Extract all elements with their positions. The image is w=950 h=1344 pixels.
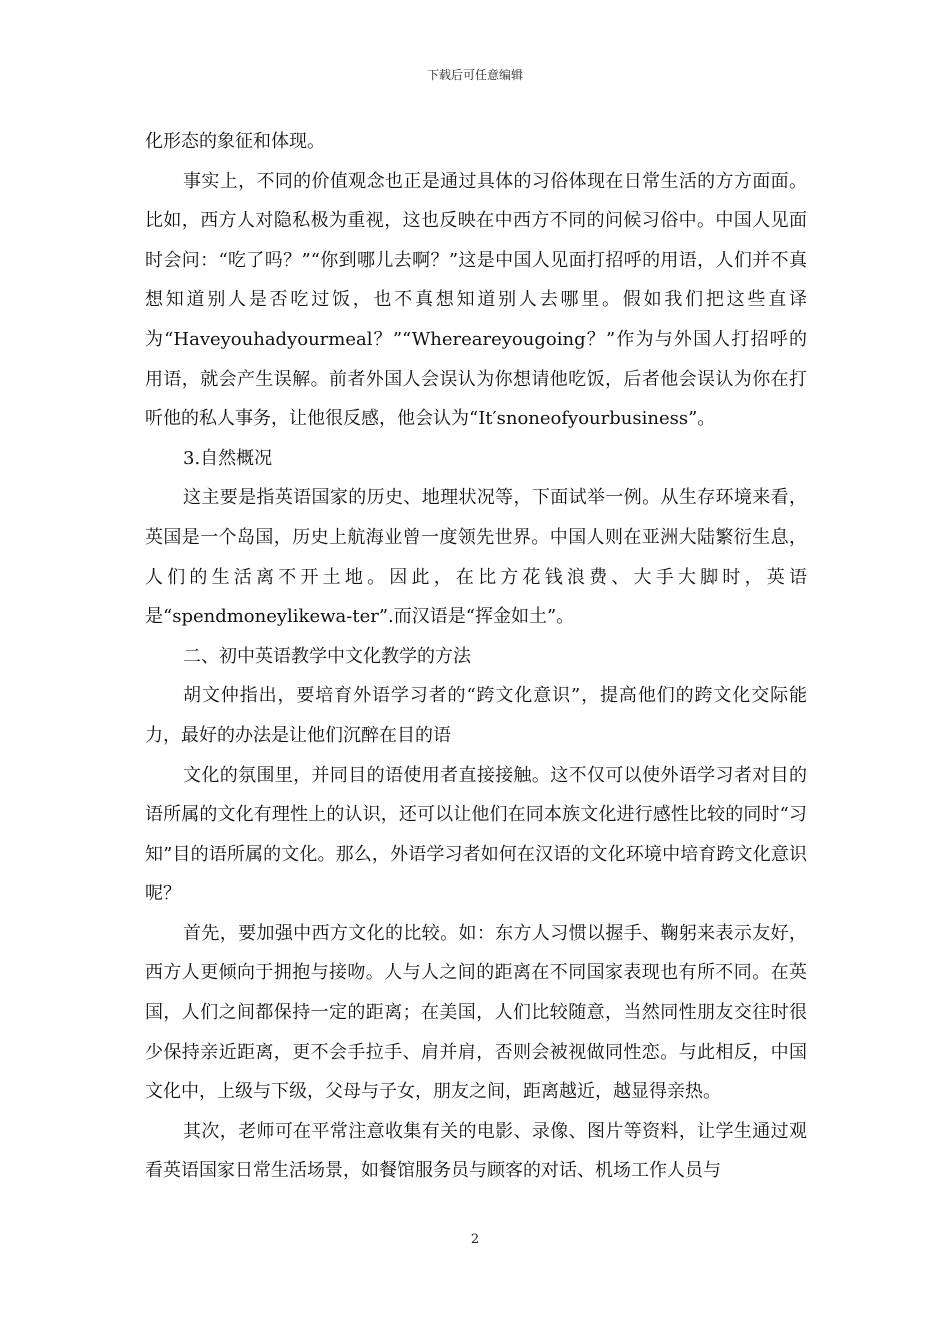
paragraph-6: 首先，要加强中西方文化的比较。如：东方人习惯以握手、鞠躬来表示友好，西方人更倾向于拥抱与接吻。人与人之间的距离在不同国家表现也有所不同。在英国，人们之间都保持一定的距离；在美国，人们比较随意，当然同性朋友交往时很少保持亲近距离，更不会手拉手、肩并肩，否则会被视做同性恋。与此相反，中国文化中，上级与下级，父母与子女，朋友之间，距离越近，越显得亲热。 bbox=[145, 922, 807, 1103]
paragraph-1: 化形态的象征和体现。 bbox=[145, 131, 325, 152]
paragraph-2: 事实上，不同的价值观念也正是通过具体的习俗体现在日常生活的方方面面。比如，西方人对隐私极为重视，这也反映在中西方不同的问候习俗中。中国人见面时会问：“吃了吗？”“你到哪儿去啊？”这是中国人见面打招呼的用语，人们并不真想知道别人是否吃过饭，也不真想知道别人去哪里。假如我们把这些直译为“Haveyouhadyourmeal？”“Whereareyougoing？”作为与外国人打招呼的用语，就会产生误解。前者外国人会误认为你想请他吃饭，后者他会误认为你在打听他的私人事务，让他很反感，他会认为“It′snoneofyourbusiness”。 bbox=[145, 170, 807, 430]
page-header: 下载后可任意编辑 bbox=[426, 68, 523, 82]
paragraph-5: 文化的氛围里，并同目的语使用者直接接触。这不仅可以使外语学习者对目的语所属的文化有理性上的认识，还可以让他们在同本族文化进行感性比较的同时“习知”目的语所属的文化。那么，外语学习者如何在汉语的文化环境中培育跨文化意识呢？ bbox=[145, 764, 807, 905]
document-body bbox=[145, 122, 807, 1191]
paragraph-3: 这主要是指英语国家的历史、地理状况等，下面试举一例。从生存环境来看，英国是一个岛国，历史上航海业曾一度领先世界。中国人则在亚洲大陆繁衍生息，人们的生活离不开土地。因此，在比方花钱浪费、大手大脚时，英语是“spendmoneylikewa-ter”.而汉语是“挥金如土”。 bbox=[145, 487, 807, 628]
section-heading-teaching-methods: 二、初中英语教学中文化教学的方法 bbox=[183, 645, 471, 667]
page-number: 2 bbox=[470, 1232, 480, 1247]
paragraph-4: 胡文仲指出，要培育外语学习者的“跨文化意识”，提高他们的跨文化交际能力，最好的办法是让他们沉醉在目的语 bbox=[145, 685, 807, 746]
section-heading-natural-overview: 3.自然概况 bbox=[183, 447, 273, 469]
paragraph-7: 其次，老师可在平常注意收集有关的电影、录像、图片等资料，让学生通过观看英语国家日常生活场景，如餐馆服务员与顾客的对话、机场工作人员与 bbox=[145, 1120, 807, 1182]
